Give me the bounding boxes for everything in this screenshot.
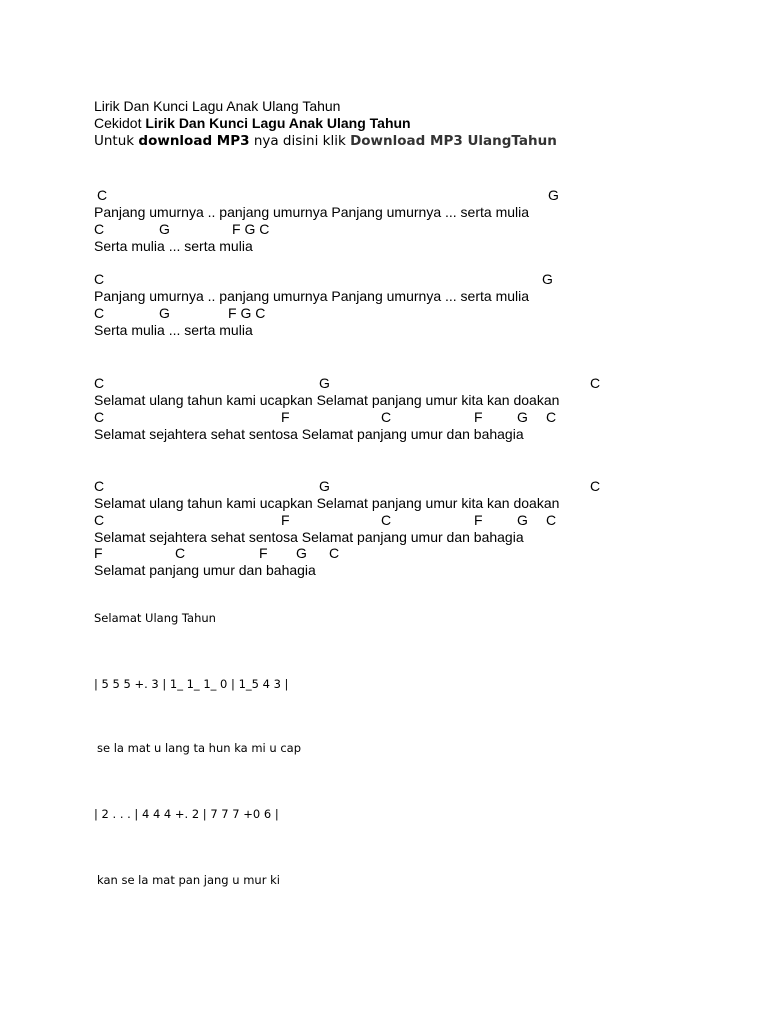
chord: C	[546, 409, 557, 425]
chord: G	[159, 221, 170, 237]
lyric-line: Selamat ulang tahun kami ucapkan Selamat panjang umur kita kan doakan	[94, 495, 560, 511]
chord: C	[94, 478, 105, 494]
chord: C	[381, 512, 392, 528]
chord: F	[281, 409, 290, 425]
chord: F	[281, 512, 290, 528]
chord: C	[94, 512, 105, 528]
chord: F	[474, 512, 483, 528]
lyric-line: Panjang umurnya .. panjang umurnya Panjang umurnya ... serta mulia	[94, 288, 530, 304]
untuk-prefix: Untuk	[94, 133, 139, 149]
chord: F	[474, 409, 483, 425]
download-mp3-link[interactable]: Download MP3 UlangTahun	[350, 133, 557, 149]
cekidot-bold-title: Lirik Dan Kunci Lagu Anak Ulang Tahun	[145, 115, 411, 131]
chord: G	[548, 187, 559, 203]
lyric-line: Selamat sejahtera sehat sentosa Selamat panjang umur dan bahagia	[94, 426, 524, 442]
chord: C	[94, 221, 105, 237]
chord: G	[159, 305, 170, 321]
notation-title: Selamat Ulang Tahun	[94, 611, 216, 625]
cekidot-prefix: Cekidot	[94, 115, 146, 131]
chord: F	[94, 545, 103, 561]
download-line	[94, 135, 557, 149]
chord: C	[94, 409, 105, 425]
chord: G	[319, 478, 330, 494]
lyric-line: Panjang umurnya .. panjang umurnya Panjang umurnya ... serta mulia	[94, 204, 530, 220]
chord: C	[590, 375, 601, 391]
chord: G	[319, 375, 330, 391]
document-title: Lirik Dan Kunci Lagu Anak Ulang Tahun	[94, 98, 341, 114]
lyric-line: Serta mulia ... serta mulia	[94, 322, 253, 338]
chord: C	[97, 187, 108, 203]
chord: G	[517, 512, 528, 528]
lyric-line: Selamat ulang tahun kami ucapkan Selamat panjang umur kita kan doakan	[94, 392, 560, 408]
chord: F G C	[228, 305, 266, 321]
download-mp3-bold: download MP3	[138, 133, 250, 149]
cekidot-line	[94, 116, 411, 130]
chord: G	[517, 409, 528, 425]
lyric-line: Selamat sejahtera sehat sentosa Selamat panjang umur dan bahagia	[94, 529, 524, 545]
chord: G	[296, 545, 307, 561]
chord: C	[381, 409, 392, 425]
chord: C	[94, 305, 105, 321]
lyric-line: Serta mulia ... serta mulia	[94, 238, 253, 254]
syllable-line: kan se la mat pan jang u mur ki	[97, 873, 280, 887]
chord: C	[94, 271, 105, 287]
chord: F G C	[232, 221, 270, 237]
syllable-line: se la mat u lang ta hun ka mi u cap	[97, 741, 302, 755]
untuk-mid: nya disini klik	[249, 133, 351, 149]
chord: C	[546, 512, 557, 528]
lyric-line: Selamat panjang umur dan bahagia	[94, 562, 316, 578]
notation-line: | 5 5 5 +. 3 | 1_ 1_ 1_ 0 | 1_5 4 3 |	[94, 677, 289, 691]
chord: F	[259, 545, 268, 561]
chord: C	[590, 478, 601, 494]
notation-line: | 2 . . . | 4 4 4 +. 2 | 7 7 7 +0 6 |	[94, 807, 279, 821]
chord: C	[175, 545, 186, 561]
chord: C	[94, 375, 105, 391]
chord: G	[542, 271, 553, 287]
chord: C	[329, 545, 340, 561]
